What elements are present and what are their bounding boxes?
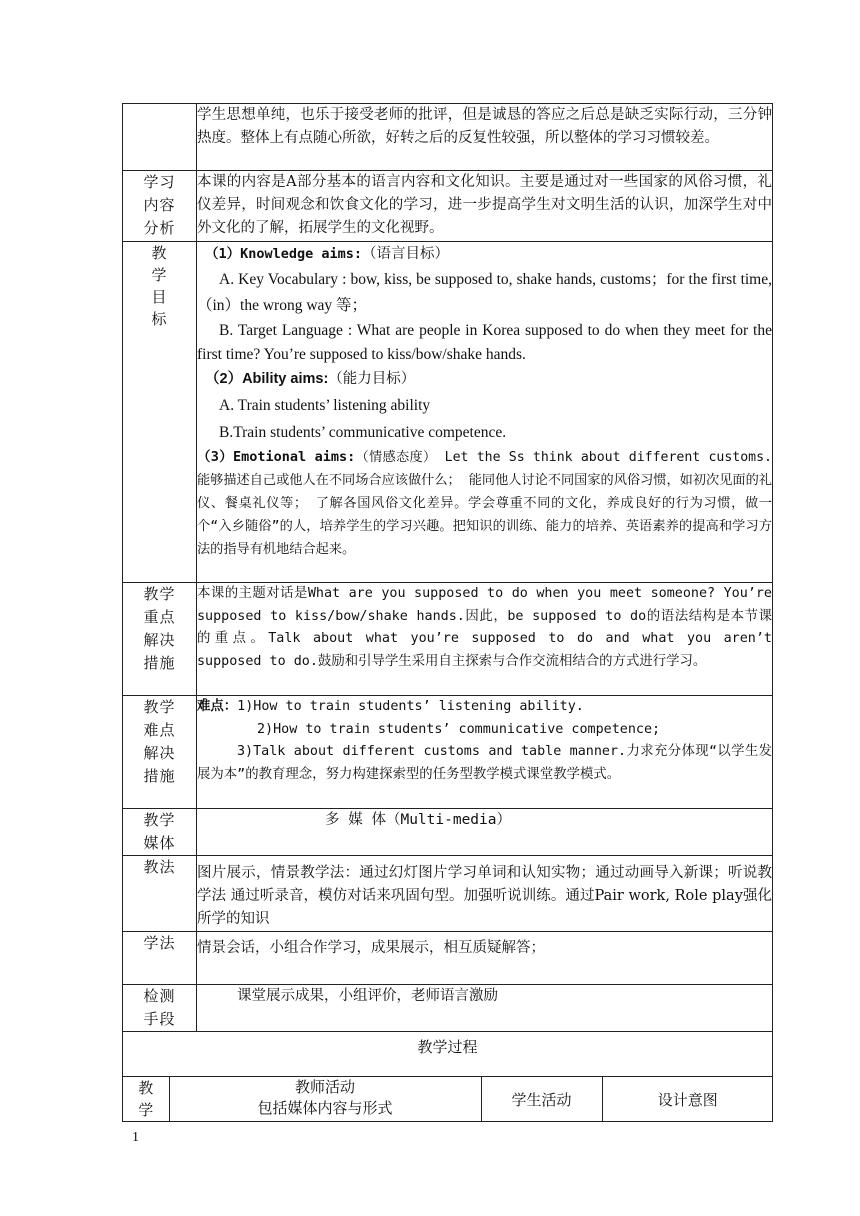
teaching-method-row [123,856,773,932]
label-line: 教师活动 [294,1078,355,1096]
content-analysis-row [123,171,773,242]
teaching-aims-label [123,242,197,583]
knowledge-aims-note: （语言目标） [362,246,450,262]
difficult-item-2: 2)How to train students’ communicative competence; [257,721,661,737]
emotional-aims-heading: （3）Emotional aims: [197,449,356,465]
label-line: 重点 [143,608,176,626]
label-line: 检测 [143,987,176,1005]
assessment-label [123,985,197,1032]
process-header-table [123,1077,773,1121]
label-line: 教学 [143,811,176,829]
label-line: 教学 [143,698,176,716]
label-line: 解决 [143,744,176,762]
process-title: 教学过程 [123,1032,773,1077]
process-col-student: 学生活动 [481,1077,602,1121]
key-vocabulary: A. Key Vocabulary : bow, kiss, be supposed to, shake hands, customs；for the first time,（in）the wrong way 等； [197,271,772,314]
page-number: 1 [132,1130,139,1145]
label-line: 媒体 [143,834,176,852]
label-line: 标 [151,310,168,328]
assessment-row [123,985,773,1032]
key-point-row [123,583,773,696]
process-col-stage [123,1077,169,1121]
key-point-label [123,583,197,696]
learning-method-label: 学法 [123,932,197,985]
process-col-teacher [169,1077,481,1121]
empty-label-cell [123,104,197,171]
label-line: 措施 [143,654,176,672]
label-line: 分析 [143,219,176,237]
label-line: 教 [138,1079,154,1097]
label-line: 教 [151,244,168,262]
assessment-content: 课堂展示成果，小组评价，老师语言激励 [197,985,773,1032]
learning-method-content: 情景会话，小组合作学习，成果展示，相互质疑解答； [197,932,773,985]
teaching-aims-row [123,242,773,583]
teaching-method-label: 教法 [123,856,197,932]
label-line: 学 [151,266,168,284]
difficult-point-label [123,696,197,809]
difficult-point-content [197,696,773,809]
label-line: 解决 [143,631,176,649]
ability-aim-b: B.Train students’ communicative competence. [219,424,507,441]
learning-method-row [123,932,773,985]
ability-aims-heading: （2）Ability aims: [205,371,329,387]
student-analysis-row [123,104,773,171]
label-line: 手段 [143,1010,176,1028]
label-line: 教学 [143,585,176,603]
knowledge-aims-heading: （1）Knowledge aims: [205,246,363,262]
student-analysis-content: 学生思想单纯，也乐于接受老师的批评，但是诚恳的答应之后总是缺乏实际行动，三分钟热度。整体上有点随心所欲，好转之后的反复性较强，所以整体的学习习惯较差。 [197,104,773,171]
label-line: 内容 [143,196,176,214]
difficult-point-row [123,696,773,809]
teaching-aims-content [197,242,773,583]
ability-aim-a: A. Train students’ listening ability [219,397,431,414]
difficult-heading: 难点： [197,699,238,714]
emotional-aims-content: （情感态度） Let the Ss think about different customs. 能够描述自己或他人在不同场合应该做什么； 能同他人讨论不同国家的风俗习惯，如初次见面的礼仪、餐桌礼仪等； 了解各国风俗文化差异。学会尊重不同的文化，养成良好的行为习惯，做一个“入乡随俗”的人，培养学生的学习兴趣。把知识的训练、能力的培养、英语素养的提高和学习方法的指导有机地结合起来。 [197,450,772,557]
difficult-item-3: 3)Talk about different customs and table manner.力求充分体现“以学生发展为本”的教育理念，努力构建探索型的任务型教学模式课堂教学模式。 [197,744,772,782]
process-header-row [123,1077,773,1122]
label-line: 措施 [143,767,176,785]
media-content: 多 媒 体（Multi-media） [197,809,773,856]
difficult-item-1: 1)How to train students’ listening ability. [237,699,584,714]
teaching-method-content: 图片展示，情景教学法：通过幻灯图片学习单词和认知实物；通过动画导入新课；听说教学法 通过听录音，模仿对话来巩固句型。加强听说训练。通过Pair work, Role play强化所学的知识 [197,856,773,932]
key-point-content: 本课的主题对话是What are you supposed to do when you meet someone? You’re supposed to kiss/bow/shake hands.因此，be supposed to do的语法结构是本节课的重点。Talk about what you’re supposed to do and what you aren’t supposed to do.鼓励和引导学生采用自主探索与合作交流相结合的方式进行学习。 [197,583,773,696]
media-label [123,809,197,856]
media-row [123,809,773,856]
label-line: 学习 [143,173,176,191]
content-analysis-label [123,171,197,242]
lesson-plan-table [122,103,773,1122]
process-header-cell [123,1077,773,1122]
label-line: 难点 [143,721,176,739]
target-language: B. Target Language : What are people in Korea supposed to do when they meet for the first time? You’re supposed to kiss/bow/shake hands. [197,322,772,363]
label-line: 学 [138,1101,154,1119]
ability-aims-note: （能力目标） [328,371,416,387]
label-line: 目 [151,288,168,306]
process-title-row [123,1032,773,1077]
content-analysis-content: 本课的内容是A部分基本的语言内容和文化知识。主要是通过对一些国家的风俗习惯，礼仪差异，时间观念和饮食文化的学习，进一步提高学生对文明生活的认识，加深学生对中外文化的了解，拓展学生的文化视野。 [197,171,773,242]
process-col-design: 设计意图 [657,1090,718,1109]
label-line: 包括媒体内容与形式 [257,1099,393,1117]
